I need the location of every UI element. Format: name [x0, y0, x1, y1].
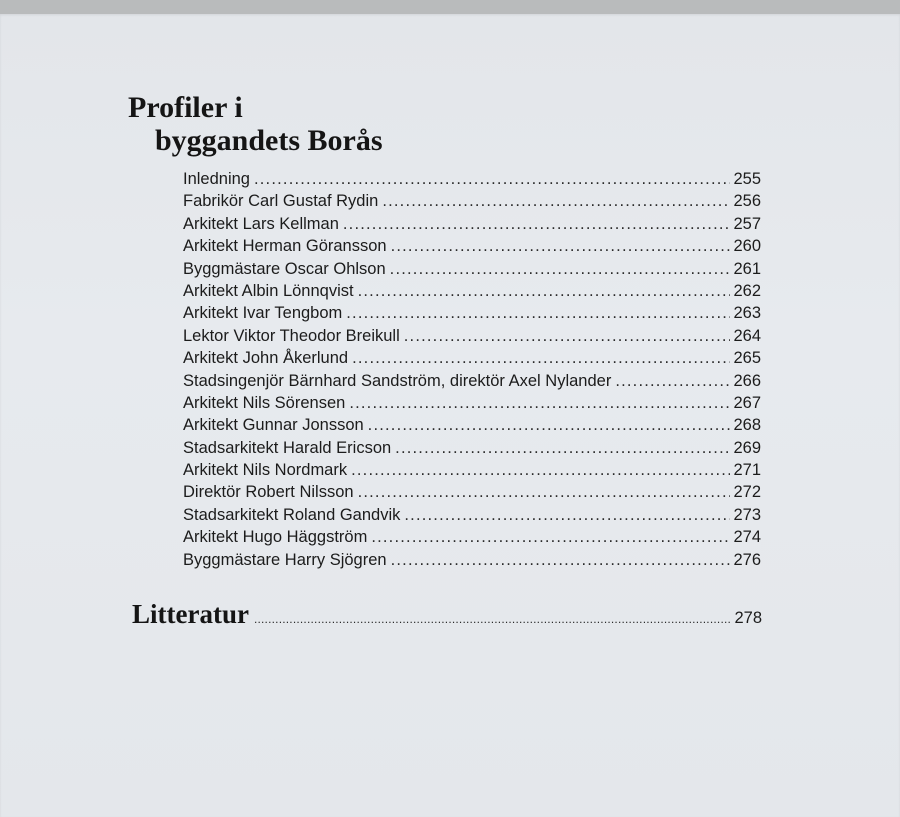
toc-entry-title: Byggmästare Oscar Ohlson [183, 259, 386, 278]
toc-entry [183, 304, 761, 326]
toc-entry-title: Arkitekt Ivar Tengbom [183, 304, 343, 323]
toc-page-number: 256 [733, 192, 761, 211]
toc-leader-dots [351, 461, 730, 480]
toc-leader-dots [346, 304, 730, 323]
toc-page-number: 260 [733, 237, 761, 256]
toc-entry [183, 215, 761, 237]
toc-page-number: 263 [733, 304, 761, 323]
toc-entry [183, 416, 761, 438]
toc-leader-dots [615, 372, 730, 391]
toc-leader-dots [371, 528, 730, 547]
toc-entry [183, 237, 761, 259]
toc-entry [183, 551, 761, 573]
toc-entry-title: Arkitekt Lars Kellman [183, 214, 339, 233]
toc-entry [183, 506, 761, 528]
toc-page-number: 255 [733, 170, 761, 188]
toc-entry-title: Stadsarkitekt Roland Gandvik [183, 505, 401, 524]
toc-leader-dots [343, 215, 731, 234]
toc-entry-title: Lektor Viktor Theodor Breikull [183, 326, 400, 345]
toc-leader-dots [395, 439, 730, 458]
section-title-line-2: byggandets Borås [155, 124, 383, 157]
toc-leader-dots [358, 483, 731, 502]
toc-page-number: 265 [733, 349, 761, 368]
toc-page-number: 276 [733, 550, 761, 569]
toc-entry [183, 394, 761, 416]
toc-entry [183, 282, 761, 304]
toc-entry-title: Arkitekt John Åkerlund [183, 349, 349, 368]
toc-entry-title: Arkitekt Gunnar Jonsson [183, 416, 364, 435]
toc-page-number: 261 [733, 259, 761, 278]
toc-page-number: 272 [733, 483, 761, 502]
book-page [0, 14, 900, 817]
toc-entry-title: Arkitekt Nils Nordmark [183, 461, 348, 480]
toc-leader-dots [352, 349, 730, 368]
toc-page-number: 269 [733, 438, 761, 457]
toc-entry-title: Inledning [183, 170, 250, 188]
toc-page-number: 257 [733, 214, 761, 233]
toc-leader-dots [358, 282, 731, 301]
toc-leader-dots [382, 192, 730, 211]
toc-entry-title: Direktör Robert Nilsson [183, 483, 354, 502]
toc-entry-title: Arkitekt Nils Sörensen [183, 393, 346, 412]
toc-entry [183, 439, 761, 461]
toc-entry-title: Byggmästare Harry Sjögren [183, 550, 387, 569]
toc-leader-dots [349, 394, 730, 413]
toc-entry [183, 170, 761, 192]
toc-entry-title: Arkitekt Albin Lönnqvist [183, 281, 354, 300]
literature-page-number: 278 [734, 609, 762, 627]
toc-entry [183, 483, 761, 505]
toc-page-number: 264 [733, 326, 761, 345]
toc-page-number: 266 [733, 371, 761, 390]
toc-leader-dots [368, 416, 731, 435]
toc-entry-title: Fabrikör Carl Gustaf Rydin [183, 192, 379, 211]
toc-page-number: 274 [733, 528, 761, 547]
toc-page-number: 267 [733, 393, 761, 412]
toc-entry-title: Stadsarkitekt Harald Ericson [183, 438, 392, 457]
toc-entry [183, 327, 761, 349]
toc-entry [183, 349, 761, 371]
toc-leader-dots [390, 260, 731, 279]
toc-entry [183, 528, 761, 550]
literature-entry [132, 599, 762, 630]
toc-leader-dots [404, 327, 731, 346]
toc-page-number: 273 [733, 505, 761, 524]
toc-leader-dots [254, 170, 730, 189]
toc-entry-title: Stadsingenjör Bärnhard Sandström, direktör Axel Nylander [183, 371, 612, 390]
toc-leader-dots [391, 551, 731, 570]
toc-leader-dots [391, 237, 731, 256]
literature-leader-dots [254, 612, 733, 626]
literature-title: Litteratur [132, 599, 249, 629]
toc-entry [183, 192, 761, 214]
section-title-line-1: Profiler i [128, 91, 243, 124]
toc-entry [183, 260, 761, 282]
toc-entry [183, 461, 761, 483]
table-of-contents [183, 170, 761, 573]
toc-page-number: 268 [733, 416, 761, 435]
toc-entry-title: Arkitekt Herman Göransson [183, 237, 387, 256]
toc-page-number: 262 [733, 281, 761, 300]
toc-entry [183, 372, 761, 394]
toc-entry-title: Arkitekt Hugo Häggström [183, 528, 368, 547]
toc-leader-dots [404, 506, 730, 525]
toc-page-number: 271 [733, 461, 761, 480]
